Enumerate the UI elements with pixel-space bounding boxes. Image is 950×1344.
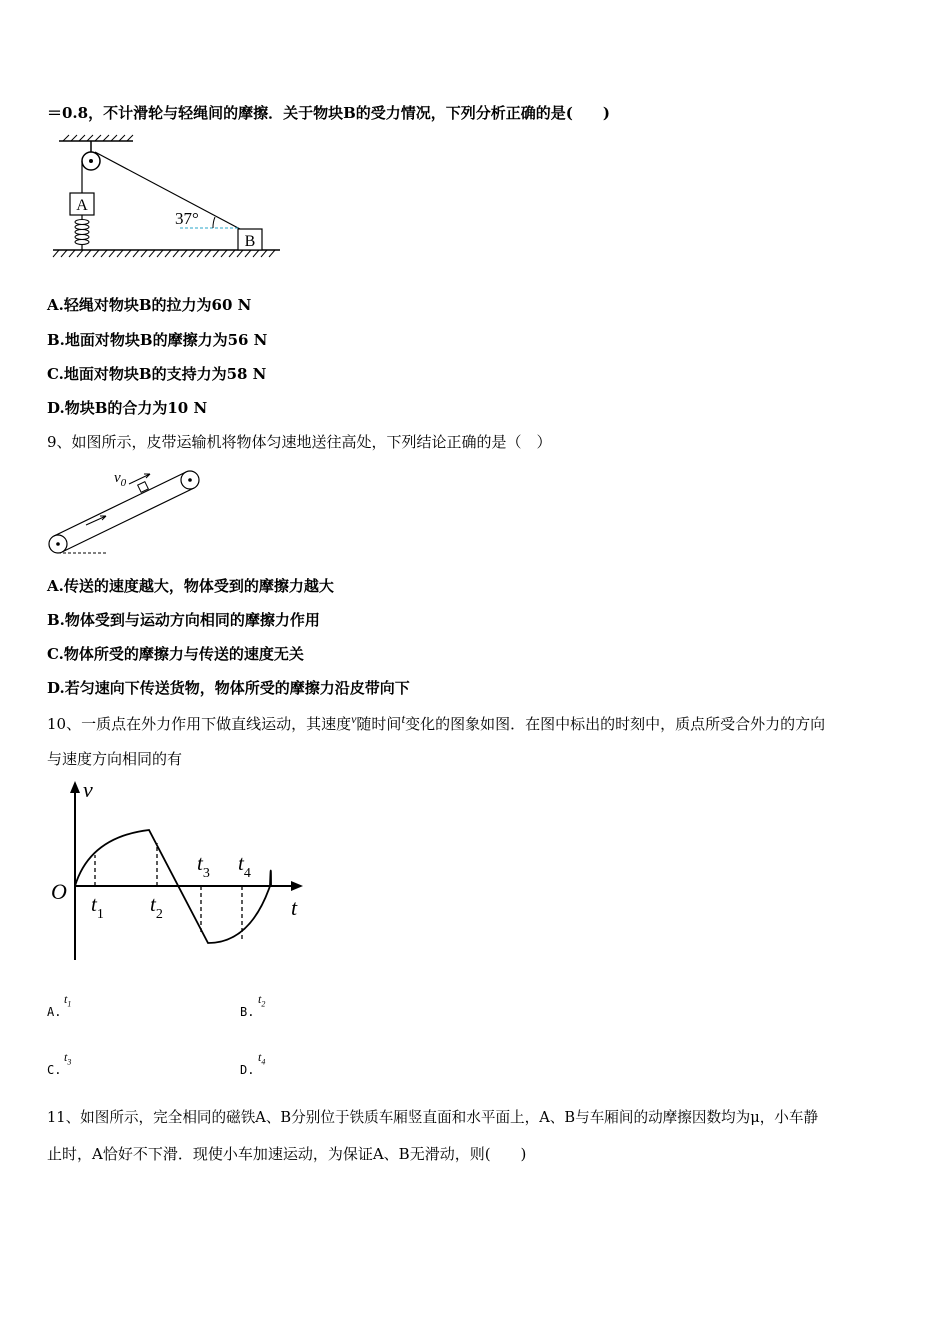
box-a-label: A <box>76 197 88 214</box>
q10-option-b-value: $t_2$ <box>258 992 266 1009</box>
q8-stem-tail: ＝0.8，不计滑轮与轻绳间的摩擦．关于物块B的受力情况，下列分析正确的是( ) <box>47 104 610 122</box>
y-axis-label: v <box>83 777 93 802</box>
q9-stem: 9、如图所示，皮带运输机将物体匀速地送往高处，下列结论正确的是（ ） <box>47 433 552 451</box>
tick-t4: $t_4$ <box>238 851 251 881</box>
q11-stem-line2: 止时，A恰好不下滑．现使小车加速运动，为保证A、B无滑动，则( ) <box>47 1145 527 1163</box>
q9-option-d: D.若匀速向下传送货物，物体所受的摩擦力沿皮带向下 <box>47 679 410 697</box>
q8-option-a: A.轻绳对物块B的拉力为60 N <box>47 296 252 314</box>
q9-option-b: B.物体受到与运动方向相同的摩擦力作用 <box>47 611 320 629</box>
velocity-label: $v_0$ <box>114 470 127 489</box>
conveyor-diagram <box>44 462 209 557</box>
q8-option-c: C.地面对物块B的支持力为58 N <box>47 365 267 383</box>
box-b-label: B <box>244 233 256 250</box>
q10-option-d-label: D. <box>240 1063 255 1077</box>
q9-option-c: C.物体所受的摩擦力与传送的速度无关 <box>47 645 304 663</box>
q10-option-d-value: $t_4$ <box>258 1050 266 1067</box>
q8-option-b: B.地面对物块B的摩擦力为56 N <box>47 331 268 349</box>
vt-graph <box>45 775 315 965</box>
x-axis-label: t <box>291 895 298 920</box>
q10-option-c-label: C. <box>47 1063 62 1077</box>
angle-label: 37° <box>175 209 199 228</box>
q10-stem-line1: 10、一质点在外力作用下做直线运动，其速度$^v$随时间$^t$变化的图象如图．在图中标出的时刻中，质点所受合外力的方向 <box>47 711 826 733</box>
q9-option-a: A.传送的速度越大，物体受到的摩擦力越大 <box>47 577 334 595</box>
q10-option-a-value: $t_1$ <box>64 992 72 1009</box>
q10-option-c-value: $t_3$ <box>64 1050 72 1067</box>
tick-t1: $t_1$ <box>91 892 104 922</box>
pulley-diagram <box>45 133 290 263</box>
tick-t2: $t_2$ <box>150 892 163 922</box>
q10-stem-line2: 与速度方向相同的有 <box>47 750 183 768</box>
q8-option-d: D.物块B的合力为10 N <box>47 399 208 417</box>
q10-option-b-label: B. <box>240 1005 255 1019</box>
origin-label: O <box>51 879 67 904</box>
q10-option-a-label: A. <box>47 1005 62 1019</box>
tick-t3: $t_3$ <box>197 851 210 881</box>
q11-stem-line1: 11、如图所示，完全相同的磁铁A、B分别位于铁质车厢竖直面和水平面上，A、B与车厢间的动摩擦因数均为μ，小车静 <box>47 1109 819 1126</box>
